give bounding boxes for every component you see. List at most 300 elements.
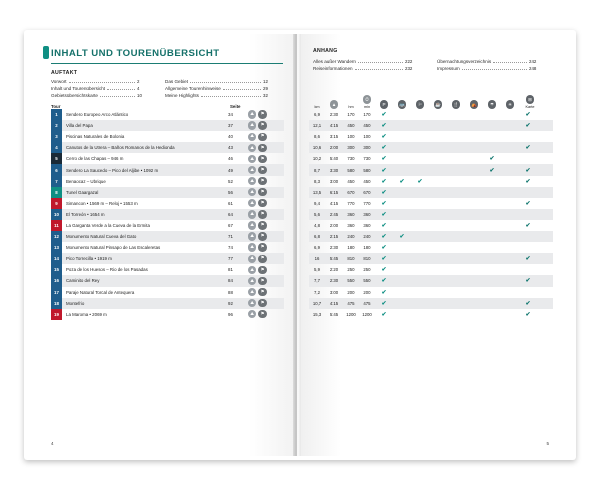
mountain-icon: ⛰ <box>248 166 256 174</box>
data-check-cell <box>519 111 537 118</box>
data-check-cell <box>375 300 393 307</box>
tour-number: 14 <box>51 253 62 264</box>
data-row[interactable] <box>309 231 553 242</box>
tour-name: Caminito del Rey <box>66 278 100 284</box>
toc-leader <box>462 68 527 70</box>
data-col-header <box>393 100 411 109</box>
toc-entry-page: 12 <box>263 79 268 84</box>
tour-page: 61 <box>228 200 233 206</box>
data-ascent: 450 <box>347 178 355 184</box>
toc-entry[interactable] <box>165 78 283 85</box>
section-heading-auftakt: AUFTAKT <box>51 70 78 76</box>
toc-entry[interactable] <box>437 65 549 72</box>
check-icon: ✔ <box>525 256 531 263</box>
mountain-icon: ⛰ <box>248 121 256 129</box>
data-check-cell <box>393 233 411 240</box>
flag-icon: ⚑ <box>258 166 266 174</box>
check-icon: ✔ <box>381 156 387 163</box>
toc-entry-label: Meine Highlights <box>165 93 199 99</box>
section-heading-anhang: ANHANG <box>313 48 338 54</box>
toc-leader <box>69 81 135 83</box>
data-row[interactable] <box>309 242 553 253</box>
toc-entry-page: 4 <box>137 86 140 92</box>
tour-icons <box>248 299 284 307</box>
tour-number: 17 <box>51 287 62 298</box>
flag-icon: ⚑ <box>258 144 266 152</box>
tour-icons <box>248 232 284 240</box>
mountain-icon: ⛰ <box>248 232 256 240</box>
check-icon: ✔ <box>381 200 387 207</box>
check-icon: ✔ <box>525 145 531 152</box>
data-row[interactable] <box>309 298 553 309</box>
data-time: 2:20 <box>329 267 339 273</box>
toc-entry[interactable] <box>51 85 157 92</box>
data-time: 5:40 <box>329 156 339 162</box>
mountain-icon: ⛰ <box>248 133 256 141</box>
toc-entry-page: 232 <box>405 66 413 72</box>
data-descent: 360 <box>363 211 371 217</box>
data-check-cell <box>375 311 393 318</box>
col-head-tour: Tour <box>51 104 61 109</box>
check-icon: ✔ <box>381 311 387 318</box>
check-icon: ✔ <box>417 178 423 185</box>
data-col-label: hm <box>348 105 354 109</box>
toc-entry-page: 10 <box>137 93 142 99</box>
tour-number: 12 <box>51 231 62 242</box>
check-icon: ✔ <box>381 222 387 229</box>
folio-left: 4 <box>51 441 54 446</box>
toc-entry-label: Gebietsübersichtskarte <box>51 93 98 99</box>
data-km: 4,8 <box>314 222 320 228</box>
data-row[interactable] <box>309 131 553 142</box>
camping-icon: ⛺ <box>470 100 479 109</box>
data-time: 4:15 <box>329 200 339 206</box>
tour-icons <box>248 310 284 318</box>
data-row[interactable] <box>309 309 553 320</box>
data-km: 7,2 <box>314 289 320 295</box>
data-row[interactable] <box>309 153 553 164</box>
toc-entry[interactable] <box>51 78 157 85</box>
check-icon: ✔ <box>525 222 531 229</box>
data-check-cell <box>519 200 537 207</box>
data-check-cell <box>375 111 393 118</box>
check-icon: ✔ <box>381 134 387 141</box>
table-row[interactable] <box>51 242 284 253</box>
flag-icon: ⚑ <box>258 266 266 274</box>
mountain-icon: ⛰ <box>248 299 256 307</box>
check-icon: ✔ <box>381 300 387 307</box>
data-time: 6:15 <box>329 189 339 195</box>
toc-leader <box>358 61 403 63</box>
mountain-icon: ⛰ <box>248 188 256 196</box>
data-ascent: 360 <box>347 222 355 228</box>
toc-entry-page: 248 <box>529 66 537 72</box>
data-km: 10,2 <box>312 156 322 162</box>
data-row[interactable] <box>309 253 553 264</box>
flag-icon: ⚑ <box>258 121 266 129</box>
data-ascent: 810 <box>347 256 355 262</box>
tour-icons <box>248 177 284 185</box>
tour-page: 56 <box>228 189 233 195</box>
tour-number: 8 <box>51 187 62 198</box>
anhang-column-2 <box>437 58 549 72</box>
table-row[interactable] <box>51 109 284 120</box>
data-descent: 770 <box>363 200 371 206</box>
data-ascent: 475 <box>347 300 355 306</box>
toc-entry[interactable] <box>165 85 283 92</box>
data-ascent: 100 <box>347 134 355 140</box>
data-descent: 170 <box>363 112 371 118</box>
check-icon: ✔ <box>381 289 387 296</box>
toc-entry-page: 242 <box>529 59 537 64</box>
tour-name: Pico Torrecilla • 1919 m <box>66 256 112 262</box>
data-km: 5,9 <box>314 267 320 273</box>
data-row[interactable] <box>309 164 553 175</box>
data-ascent: 550 <box>347 278 355 284</box>
data-ascent: 250 <box>347 267 355 273</box>
data-col-label: km <box>314 105 320 109</box>
table-row[interactable] <box>51 253 284 264</box>
data-km: 16 <box>314 256 320 262</box>
check-icon: ✔ <box>381 245 387 252</box>
flag-icon: ⚑ <box>258 243 266 251</box>
tour-name: Monumento Natural Cueva del Gato <box>66 234 137 240</box>
mountain-icon: ⛰ <box>248 221 256 229</box>
mountain-icon: ⛰ <box>248 210 256 218</box>
tour-table-header <box>51 96 284 109</box>
data-check-cell <box>393 178 411 185</box>
data-check-cell <box>483 167 501 174</box>
tour-page: 71 <box>228 234 233 240</box>
data-check-cell <box>375 233 393 240</box>
flag-icon: ⚑ <box>258 155 266 163</box>
check-icon: ✔ <box>489 167 495 174</box>
toc-entry-page: 32 <box>263 93 268 99</box>
data-time: 2:30 <box>329 112 339 118</box>
check-icon: ✔ <box>381 189 387 196</box>
data-ascent: 240 <box>347 234 355 240</box>
data-descent: 200 <box>363 289 371 295</box>
data-col-label: Karte <box>525 105 535 109</box>
data-check-cell <box>375 244 393 251</box>
mountain-icon: ⛰ <box>248 155 256 163</box>
data-col-label: min <box>363 105 371 109</box>
data-col-header <box>411 100 429 109</box>
table-row[interactable] <box>51 198 284 209</box>
mountain-icon: ⛰ <box>248 288 256 296</box>
tour-icons <box>248 255 284 263</box>
tour-icons <box>248 188 284 196</box>
check-icon: ✔ <box>399 178 405 185</box>
tour-page: 34 <box>228 112 233 118</box>
data-time: 4:15 <box>329 300 339 306</box>
data-check-cell <box>519 178 537 185</box>
flag-icon: ⚑ <box>258 232 266 240</box>
data-check-cell <box>375 178 393 185</box>
data-row[interactable] <box>309 198 553 209</box>
tour-page: 49 <box>228 167 233 173</box>
data-check-cell <box>375 144 393 151</box>
data-km: 7,7 <box>314 278 320 284</box>
rain-icon: ☂ <box>488 100 497 109</box>
data-descent: 670 <box>363 189 371 195</box>
data-ascent: 1200 <box>346 311 356 317</box>
tour-number: 11 <box>51 220 62 231</box>
data-km: 10,6 <box>312 145 322 151</box>
toc-entry-label: Inhalt und Tourenübersicht <box>51 86 106 92</box>
toc-leader <box>355 68 403 70</box>
table-row[interactable] <box>51 264 284 275</box>
check-icon: ✔ <box>489 156 495 163</box>
data-descent: 1200 <box>362 311 372 317</box>
flag-icon: ⚑ <box>258 288 266 296</box>
tour-number: 6 <box>51 164 62 175</box>
check-icon: ✔ <box>381 112 387 119</box>
tour-page: 92 <box>228 300 233 306</box>
toc-entry[interactable] <box>437 58 549 65</box>
flag-icon: ⚑ <box>258 277 266 285</box>
toc-entry-label: Übernachtungsverzeichnis <box>437 59 492 64</box>
toc-entry-page: 222 <box>405 59 413 64</box>
data-row[interactable] <box>309 120 553 131</box>
data-row[interactable] <box>309 220 553 231</box>
data-col-header <box>519 95 541 109</box>
tour-number: 10 <box>51 209 62 220</box>
flag-icon: ⚑ <box>258 199 266 207</box>
flag-icon: ⚑ <box>258 133 266 141</box>
check-icon: ✔ <box>525 167 531 174</box>
tour-page: 64 <box>228 211 233 217</box>
tour-page: 40 <box>228 134 233 140</box>
data-check-cell <box>519 122 537 129</box>
toc-entry[interactable] <box>313 65 425 72</box>
tour-page: 88 <box>228 289 233 295</box>
table-row[interactable] <box>51 298 284 309</box>
toc-entry-page: 29 <box>263 86 268 92</box>
data-ascent: 360 <box>347 211 355 217</box>
tour-name: Montefrio <box>66 300 85 306</box>
data-col-header <box>325 100 343 109</box>
data-km: 6,9 <box>314 245 320 251</box>
flag-icon: ⚑ <box>258 177 266 185</box>
check-icon: ✔ <box>381 267 387 274</box>
check-icon: ✔ <box>399 234 405 241</box>
data-time: 3:15 <box>329 134 339 140</box>
data-km: 5,6 <box>314 211 320 217</box>
hut-icon: ⚐ <box>416 100 425 109</box>
tour-number: 9 <box>51 198 62 209</box>
duration-icon: ⏱ <box>363 95 372 104</box>
data-descent: 550 <box>363 278 371 284</box>
check-icon: ✔ <box>381 178 387 185</box>
tour-icons <box>248 243 284 251</box>
tour-name: Canutos de la Utrera – Baños Romanos de la Hedionda <box>66 145 175 151</box>
flag-icon: ⚑ <box>258 255 266 263</box>
tour-number: 2 <box>51 120 62 131</box>
data-col-header <box>359 95 375 109</box>
toc-leader <box>223 88 261 90</box>
table-row[interactable] <box>51 309 284 320</box>
table-row[interactable] <box>51 176 284 187</box>
toc-entry-label: Vorwort <box>51 79 67 84</box>
table-row[interactable] <box>51 209 284 220</box>
page-title-text: INHALT UND TOURENÜBERSICHT <box>51 48 220 59</box>
data-check-cell <box>519 144 537 151</box>
cafe-icon: ☕ <box>434 100 443 109</box>
data-check-cell <box>375 255 393 262</box>
data-km: 9,4 <box>314 200 320 206</box>
data-descent: 580 <box>363 167 371 173</box>
data-km: 15,3 <box>312 311 322 317</box>
data-km: 12,1 <box>312 123 322 129</box>
table-row[interactable] <box>51 142 284 153</box>
data-time: 3:00 <box>329 289 339 295</box>
data-col-header <box>465 100 483 109</box>
table-row[interactable] <box>51 153 284 164</box>
data-check-cell <box>519 277 537 284</box>
data-ascent: 730 <box>347 156 355 162</box>
map-icon: ⊞ <box>526 95 535 104</box>
title-accent-bar <box>43 46 49 59</box>
data-row[interactable] <box>309 264 553 275</box>
data-check-cell <box>519 300 537 307</box>
tour-number: 13 <box>51 242 62 253</box>
tour-name: Sendero Europeo Arco Atlántico <box>66 112 129 118</box>
table-row[interactable] <box>51 131 284 142</box>
mountain-icon: ⛰ <box>248 110 256 118</box>
check-icon: ✔ <box>381 256 387 263</box>
tour-name: Villa del Papa <box>66 123 93 129</box>
data-time: 4:15 <box>329 123 339 129</box>
toc-entry-label: Das Gebiet <box>165 79 188 84</box>
tour-number: 15 <box>51 264 62 275</box>
toc-entry-page: 2 <box>137 79 140 84</box>
table-row[interactable] <box>51 164 284 175</box>
check-icon: ✔ <box>525 178 531 185</box>
data-row[interactable] <box>309 287 553 298</box>
bus-icon: 🚌 <box>398 100 407 109</box>
data-ascent: 200 <box>347 289 355 295</box>
flag-icon: ⚑ <box>258 210 266 218</box>
tour-page: 37 <box>228 123 233 129</box>
table-row[interactable] <box>51 120 284 131</box>
mountain-icon: ⛰ <box>248 199 256 207</box>
toc-entry-label: Reiseinformationen <box>313 66 353 72</box>
check-icon: ✔ <box>381 123 387 130</box>
data-time: 2:15 <box>329 234 339 240</box>
data-col-header <box>309 104 325 109</box>
tour-name: Benaocaz – Ubrique <box>66 178 106 184</box>
right-page <box>299 34 561 456</box>
data-km: 8,3 <box>314 178 320 184</box>
data-descent: 730 <box>363 156 371 162</box>
data-descent: 180 <box>363 245 371 251</box>
tour-number: 3 <box>51 131 62 142</box>
data-row[interactable] <box>309 109 553 120</box>
tour-page: 74 <box>228 245 233 251</box>
data-check-cell <box>375 189 393 196</box>
data-ascent: 450 <box>347 123 355 129</box>
check-icon: ✔ <box>381 278 387 285</box>
tour-number: 4 <box>51 142 62 153</box>
table-row[interactable] <box>51 231 284 242</box>
data-ascent: 770 <box>347 200 355 206</box>
toc-leader <box>493 61 527 63</box>
tour-icons <box>248 155 284 163</box>
tour-table <box>51 96 284 320</box>
flag-icon: ⚑ <box>258 188 266 196</box>
flag-icon: ⚑ <box>258 299 266 307</box>
table-row[interactable] <box>51 275 284 286</box>
data-row[interactable] <box>309 187 553 198</box>
data-col-header <box>343 104 359 109</box>
table-row[interactable] <box>51 187 284 198</box>
table-row[interactable] <box>51 287 284 298</box>
tour-name: Poza de los Huesos – Rio de los Pasadas <box>66 267 148 273</box>
data-ascent: 180 <box>347 245 355 251</box>
tour-name: Sendero La Saucedo – Pico del Aljibe • 1092 m <box>66 167 159 173</box>
sun-icon: ☀ <box>506 100 515 109</box>
tour-page: 43 <box>228 145 233 151</box>
page-title <box>51 48 283 64</box>
tour-page: 52 <box>228 178 233 184</box>
data-col-header <box>501 100 519 109</box>
data-km: 6,8 <box>314 234 320 240</box>
tour-icons <box>248 210 284 218</box>
table-row[interactable] <box>51 220 284 231</box>
folio-right: 5 <box>546 441 549 446</box>
data-row[interactable] <box>309 176 553 187</box>
data-descent: 250 <box>363 267 371 273</box>
data-row[interactable] <box>309 209 553 220</box>
data-time: 3:30 <box>329 167 339 173</box>
data-row[interactable] <box>309 275 553 286</box>
data-check-cell <box>375 211 393 218</box>
flag-icon: ⚑ <box>258 310 266 318</box>
check-icon: ✔ <box>525 311 531 318</box>
flag-icon: ⚑ <box>258 110 266 118</box>
data-check-cell <box>375 122 393 129</box>
tour-number: 16 <box>51 275 62 286</box>
data-check-cell <box>519 222 537 229</box>
anhang-block <box>313 48 549 72</box>
tour-page: 96 <box>228 311 233 317</box>
data-descent: 450 <box>363 123 371 129</box>
data-ascent: 170 <box>347 112 355 118</box>
check-icon: ✔ <box>525 123 531 130</box>
toc-entry-label: Impressum <box>437 66 460 72</box>
toc-leader <box>107 88 135 90</box>
data-row[interactable] <box>309 142 553 153</box>
data-descent: 475 <box>363 300 371 306</box>
data-time: 5:45 <box>329 311 339 317</box>
toc-entry-label: Allgemeine Tourenhinweise <box>165 86 221 92</box>
tour-page: 84 <box>228 278 233 284</box>
col-head-page: Seite <box>230 104 241 109</box>
data-col-header <box>375 100 393 109</box>
tour-icons <box>248 277 284 285</box>
data-km: 13,5 <box>312 189 322 195</box>
data-descent: 360 <box>363 222 371 228</box>
tour-number: 1 <box>51 109 62 120</box>
tour-number: 19 <box>51 309 62 320</box>
tour-name: Piscinas Naturales de Bolonia <box>66 134 125 140</box>
toc-entry[interactable] <box>313 58 425 65</box>
tour-icons <box>248 110 284 118</box>
toc-entry-label: Alles außer Wandern <box>313 59 356 64</box>
data-table-header <box>309 96 553 109</box>
tour-icons <box>248 288 284 296</box>
